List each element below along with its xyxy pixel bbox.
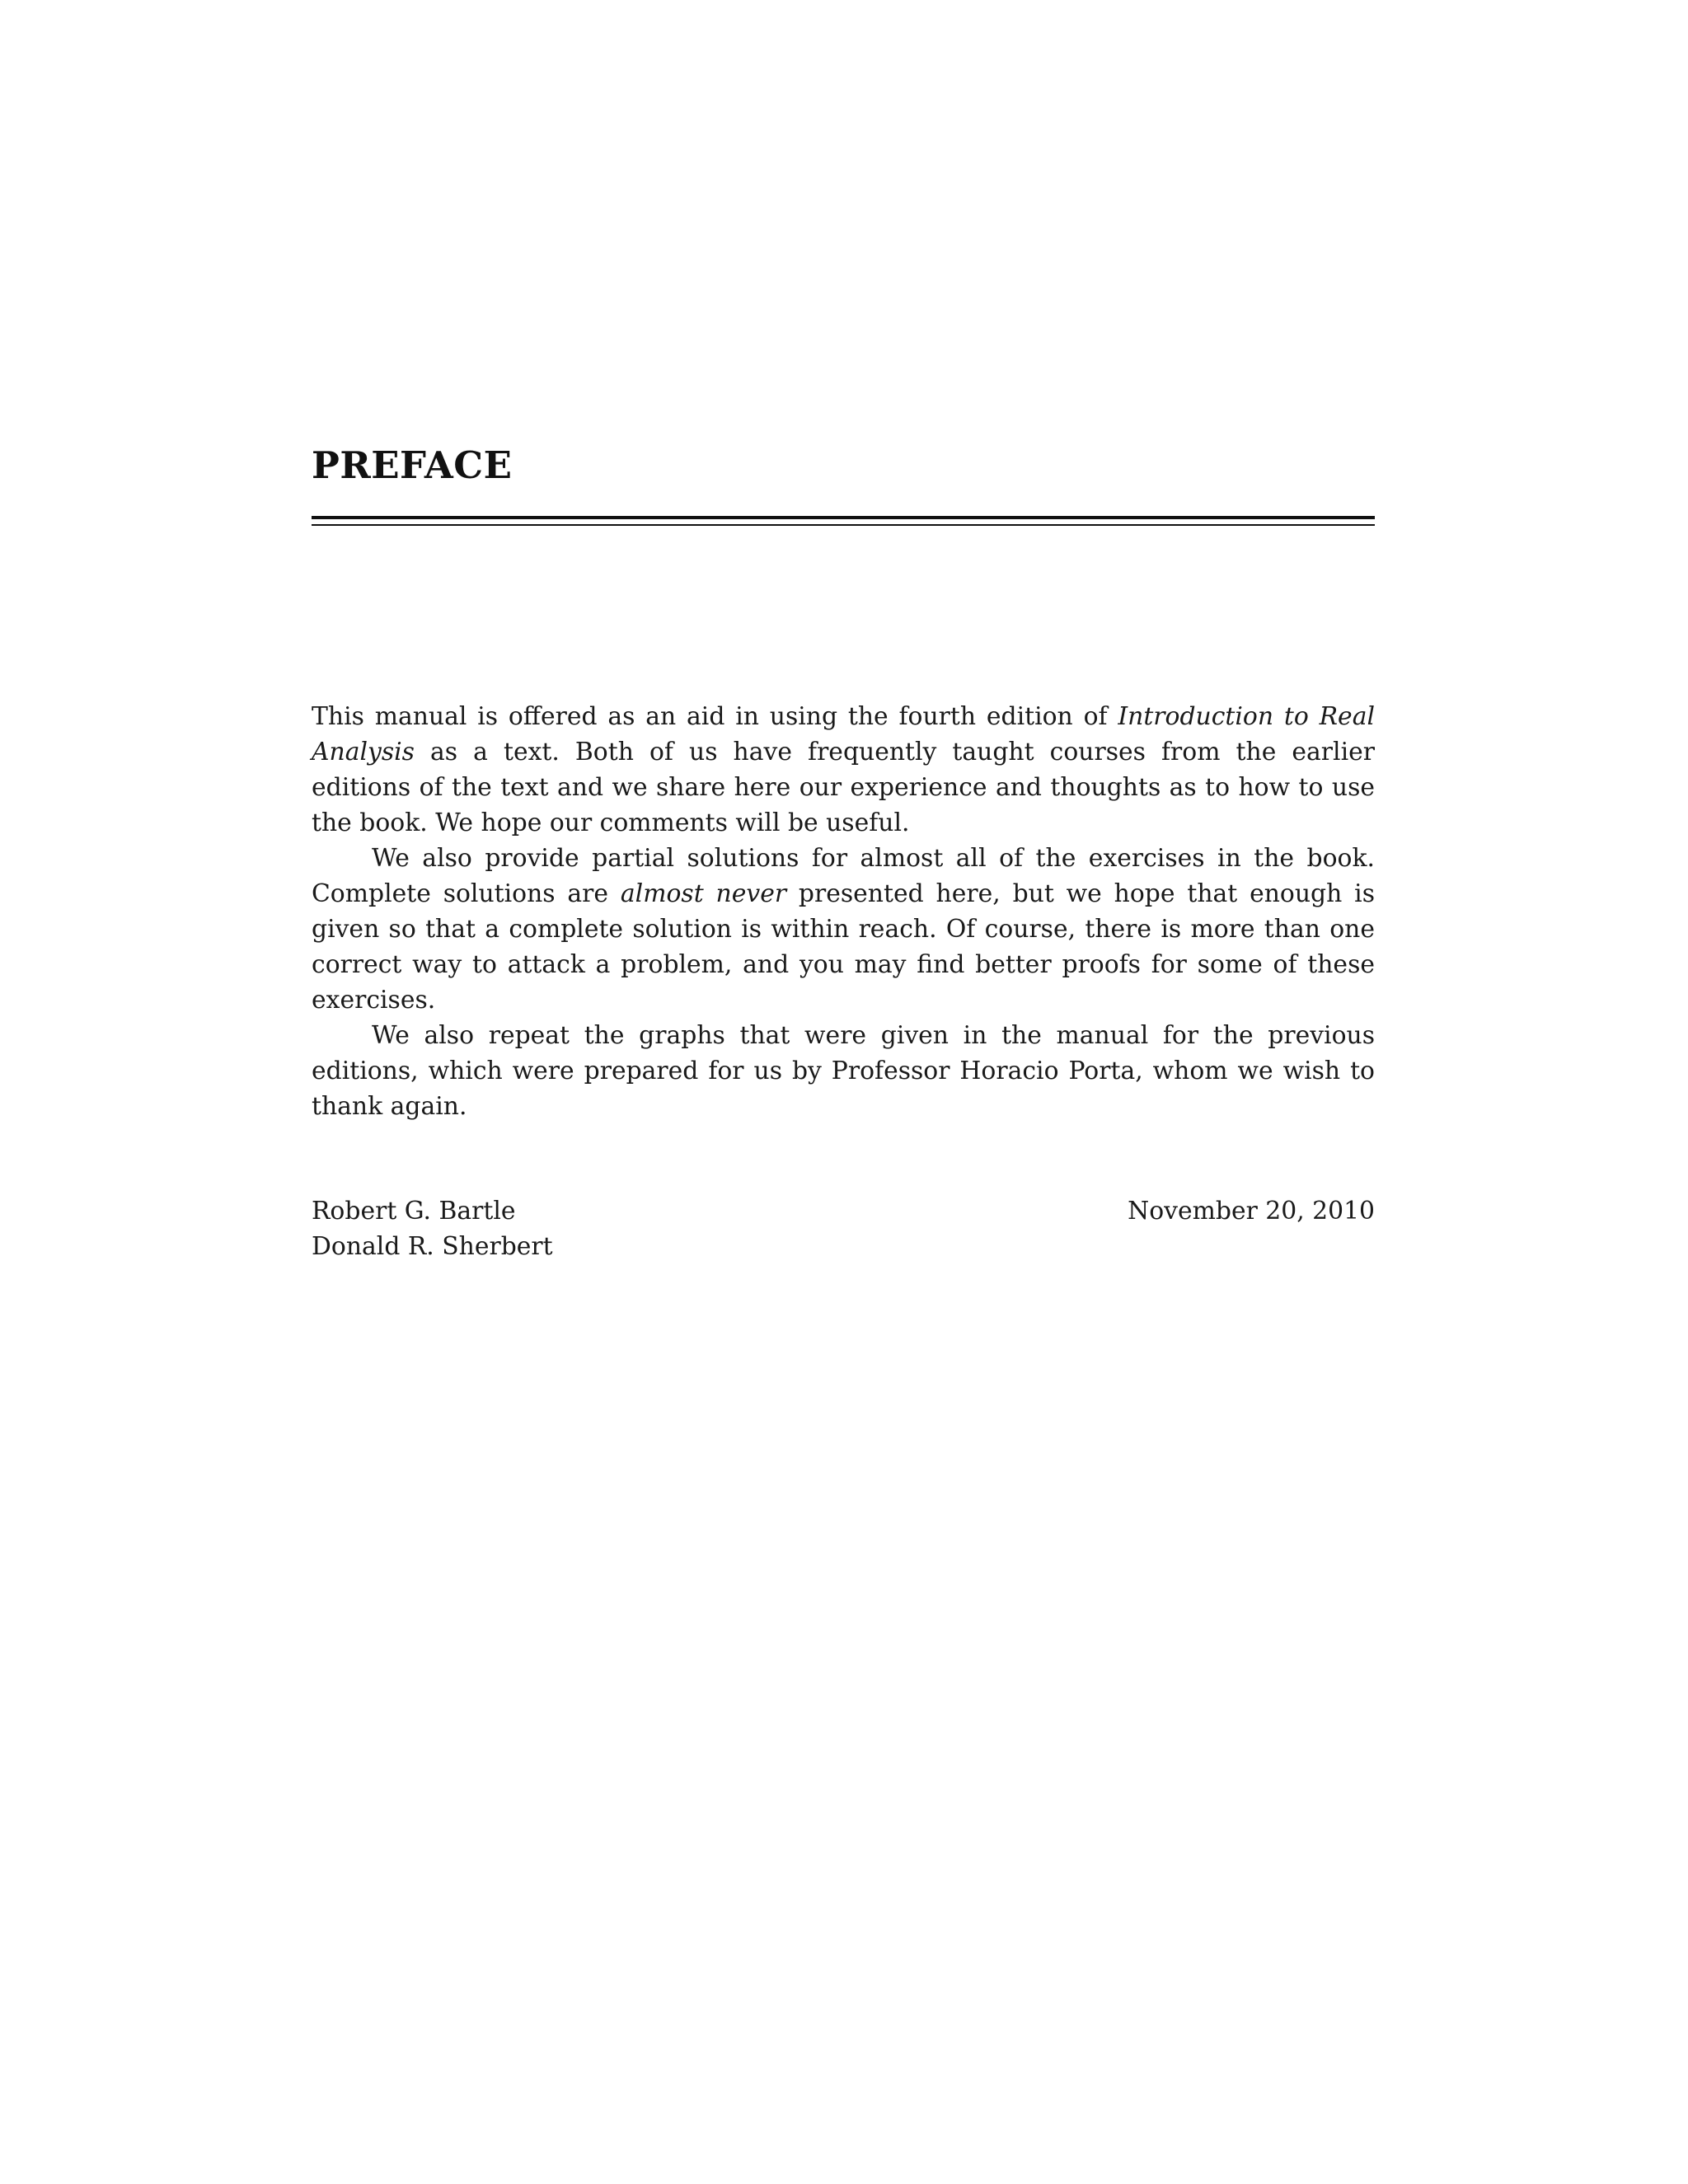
- author-names: [312, 1193, 553, 1264]
- author-name: Donald R. Sherbert: [312, 1232, 553, 1261]
- paragraph-1-text-start: This manual is offered as an aid in using the fourth edition of: [312, 702, 1118, 731]
- book-title: Introduction to Real Analysis: [312, 702, 1375, 766]
- author-name: Robert G. Bartle: [312, 1197, 516, 1226]
- paragraph-2: [312, 841, 1375, 1018]
- paragraph-1: [312, 699, 1375, 841]
- document-page: [312, 0, 1375, 2184]
- paragraph-2-text-end: presented here, but we hope that enough is given so that a complete solution is within reach. Of course, there is more than one correct way to attack a problem, and you may find better proofs for some of these exercises.: [312, 879, 1375, 1015]
- preface-body: [312, 699, 1375, 1124]
- emphasis-text: almost never: [620, 879, 787, 908]
- paragraph-3: We also repeat the graphs that were given in the manual for the previous editions, which were prepared for us by Professor Horacio Porta, whom we wish to thank again.: [312, 1021, 1375, 1121]
- paragraph-2-text-start: We also provide partial solutions for almost all of the exercises in the book. Complete solutions are: [312, 844, 1375, 908]
- title-rule-thick: [312, 516, 1375, 519]
- paragraph-1-text-end: as a text. Both of us have frequently taught courses from the earlier editions of the text and we share here our experience and thoughts as to how to use the book. We hope our comments will be useful.: [312, 738, 1375, 837]
- title-rule-thin: [312, 524, 1375, 526]
- signature-date: November 20, 2010: [1128, 1197, 1375, 1226]
- page-title: PREFACE: [312, 443, 513, 487]
